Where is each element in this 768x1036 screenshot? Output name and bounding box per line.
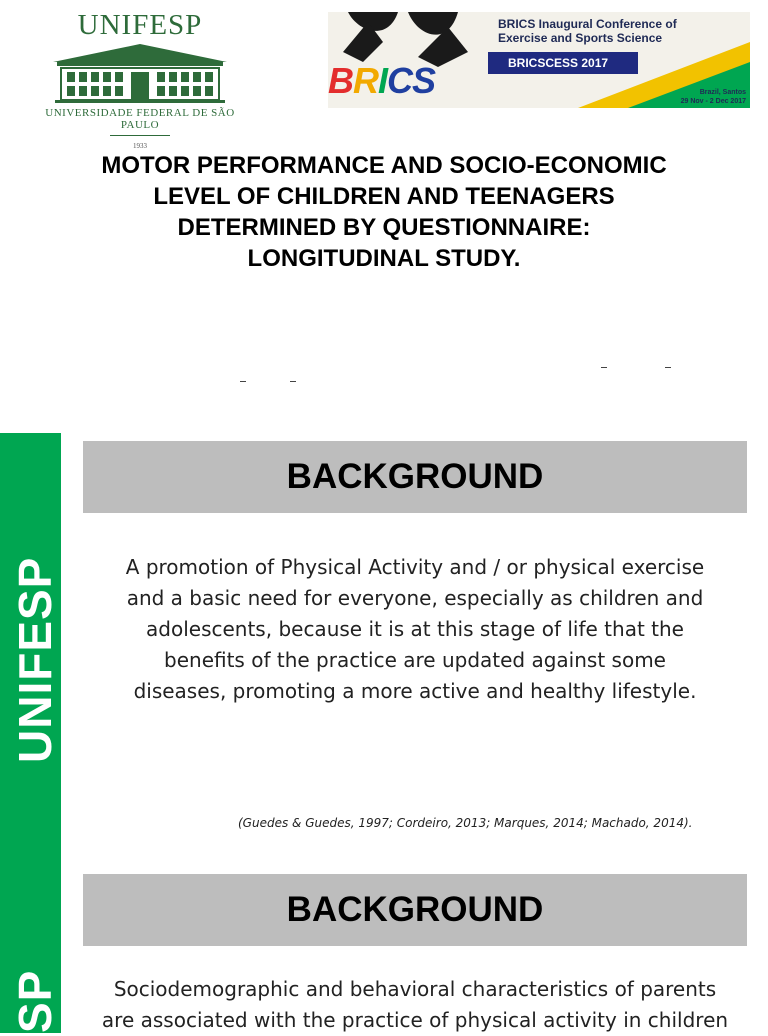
- section-heading-background-2: BACKGROUND: [83, 874, 747, 946]
- body-line: Sociodemographic and behavioral characteristics of parents: [113, 977, 717, 1001]
- banner-location: Brazil, Santos: [699, 89, 746, 96]
- unifesp-logo: [40, 9, 240, 150]
- author-dash: [665, 367, 671, 368]
- title-line-4: LONGITUDINAL STUDY.: [247, 245, 521, 272]
- logo-subtitle: UNIVERSIDADE FEDERAL DE SÃO PAULO: [45, 107, 235, 131]
- title-line-2: LEVEL OF CHILDREN AND TEENAGERS: [153, 183, 615, 210]
- body-line: benefits of the practice are updated against some: [164, 648, 666, 672]
- title-line-1: MOTOR PERFORMANCE AND SOCIO-ECONOMIC: [101, 152, 667, 179]
- author-dash: [601, 367, 607, 368]
- brics-banner: [328, 12, 750, 108]
- citation: (Guedes & Guedes, 1997; Cordeiro, 2013; Marques, 2014; Machado, 2014).: [238, 816, 693, 830]
- side-bar-label: UNIFESP: [9, 556, 61, 763]
- banner-title-line1: BRICS Inaugural Conference of: [498, 17, 677, 31]
- brics-wordmark: BRICS: [328, 60, 436, 101]
- unifesp-side-bar: [0, 433, 61, 1033]
- author-dash: [240, 381, 246, 382]
- title-line-3: DETERMINED BY QUESTIONNAIRE:: [177, 214, 591, 241]
- author-dash: [290, 381, 296, 382]
- page-title: [30, 150, 738, 274]
- logo-year: 1933: [133, 142, 147, 150]
- body-line: and a basic need for everyone, especially as children and: [126, 586, 704, 610]
- body-line: adolescents, because it is at this stage of life that the: [146, 617, 684, 641]
- banner-dates: 29 Nov - 2 Dec 2017: [680, 98, 746, 105]
- university-building-icon: [45, 42, 235, 104]
- side-bar-label-partial: SP: [9, 969, 61, 1033]
- banner-event-label: BRICSCESS 2017: [488, 52, 638, 74]
- logo-divider: [110, 135, 170, 136]
- section-body-background: [90, 552, 740, 707]
- body-line: diseases, promoting a more active and healthy lifestyle.: [133, 679, 697, 703]
- section-heading-background: BACKGROUND: [83, 441, 747, 513]
- body-line: A promotion of Physical Activity and / or physical exercise: [125, 555, 705, 579]
- banner-title: [498, 17, 677, 45]
- banner-place: [681, 88, 746, 106]
- banner-title-line2: Exercise and Sports Science: [498, 31, 663, 45]
- section-body-background-2: [90, 974, 740, 1036]
- body-line: are associated with the practice of physical activity in children: [101, 1008, 729, 1032]
- logo-wordmark: UNIFESP: [77, 9, 203, 41]
